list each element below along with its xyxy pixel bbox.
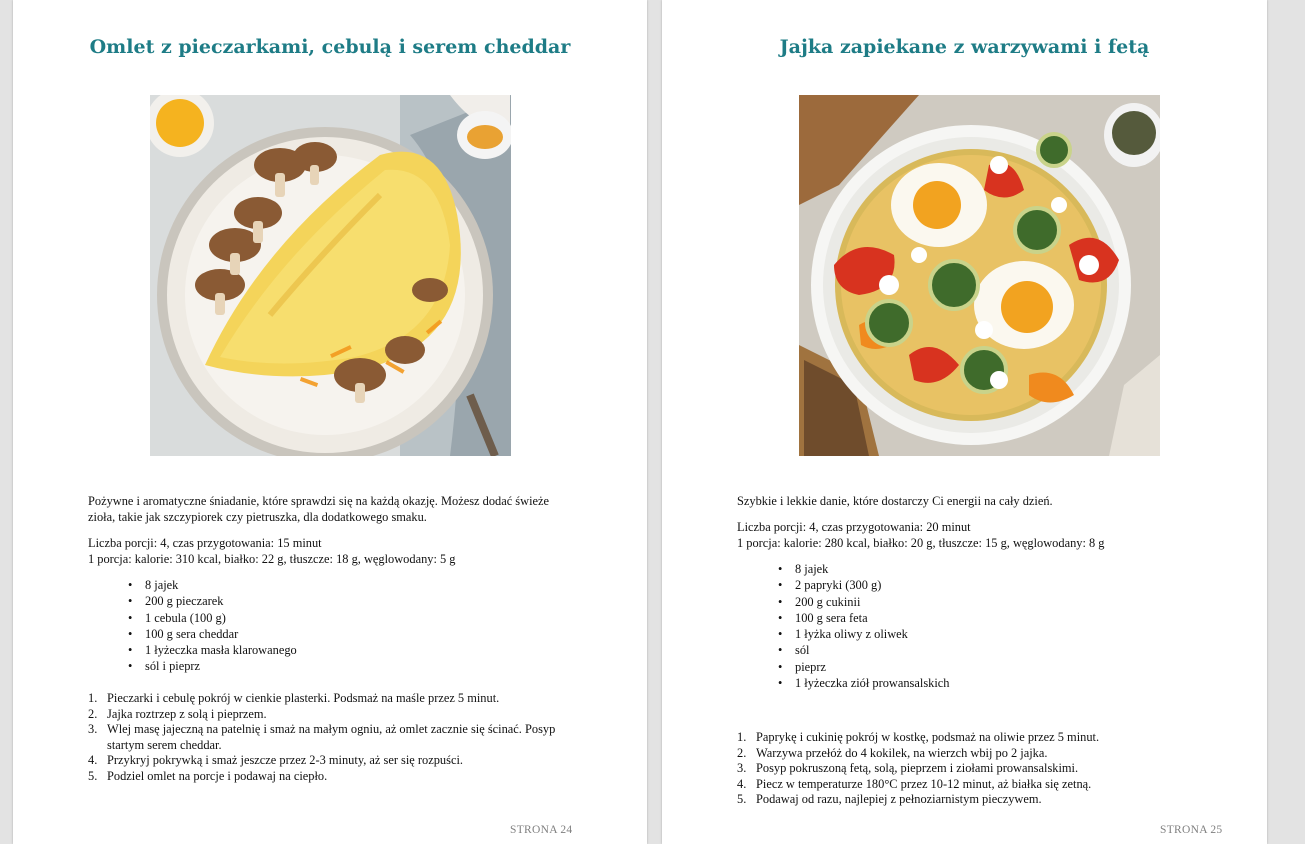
recipe-meta [88, 535, 578, 567]
step-item: 1. Paprykę i cukinię pokrój w kostkę, podsmaż na oliwie przez 5 minut. [737, 730, 1100, 744]
step-item: 5. Podawaj od razu, najlepiej z pełnoziarnistym pieczywem. [737, 792, 1042, 807]
omelet-photo [150, 95, 511, 456]
ingredient-item: • 8 jajek [145, 577, 297, 593]
ingredient-item: • pieprz [795, 659, 949, 675]
baked-eggs-photo [799, 95, 1160, 456]
step-item: 4. Piecz w temperaturze 180°C przez 10-12 minut, aż białka się zetną. [737, 776, 1092, 791]
page-number: STRONA 24 [510, 824, 573, 836]
ingredient-item: • 1 łyżeczka ziół prowansalskich [795, 675, 949, 691]
step-item: 3. Wlej masę jajeczną na patelnię i smaż na małym ogniu, aż omlet zacznie się ścinać. Posyp startym serem cheddar. [88, 722, 556, 752]
nutrition-text: 1 porcja: kalorie: 280 kcal, białko: 20 g, tłuszcze: 15 g, węglowodany: 8 g [737, 536, 1105, 550]
recipe-meta [737, 519, 1217, 551]
recipe-title: Jajka zapiekane z warzywami i fetą [779, 36, 1150, 58]
servings-text: Liczba porcji: 4, czas przygotowania: 20 minut [737, 520, 971, 534]
servings-text: Liczba porcji: 4, czas przygotowania: 15 minut [88, 536, 322, 550]
ingredient-item: • sól i pieprz [145, 658, 297, 674]
ingredient-item: • 1 łyżka oliwy z oliwek [795, 626, 949, 642]
ingredient-item: • sól [795, 642, 949, 658]
step-item: 5. Podziel omlet na porcje i podawaj na ciepło. [88, 768, 328, 783]
step-item: 2. Warzywa przełóż do 4 kokilek, na wierzch wbij po 2 jajka. [737, 745, 1048, 760]
ingredient-item: • 8 jajek [795, 561, 949, 577]
nutrition-text: 1 porcja: kalorie: 310 kcal, białko: 22 g, tłuszcze: 18 g, węglowodany: 5 g [88, 552, 456, 566]
ingredients-list [795, 561, 949, 691]
ingredient-item: • 1 cebula (100 g) [145, 610, 297, 626]
ingredient-item: • 1 łyżeczka masła klarowanego [145, 642, 297, 658]
ingredient-item: • 200 g pieczarek [145, 593, 297, 609]
step-item: 1. Pieczarki i cebulę pokrój w cienkie plasterki. Podsmaż na maśle przez 5 minut. [88, 691, 500, 705]
step-item: 2. Jajka roztrzep z solą i pieprzem. [88, 706, 267, 721]
ingredients-list [145, 577, 297, 675]
step-item: 4. Przykryj pokrywką i smaż jeszcze przez 2-3 minuty, aż ser się rozpuści. [88, 753, 463, 768]
page-number: STRONA 25 [1160, 824, 1223, 836]
step-item: 3. Posyp pokruszoną fetą, solą, pieprzem i ziołami prowansalskimi. [737, 761, 1079, 776]
page-24 [13, 0, 647, 844]
recipe-intro: Szybkie i lekkie danie, które dostarczy Ci energii na cały dzień. [737, 494, 1053, 508]
recipe-title: Omlet z pieczarkami, cebulą i serem cheddar [89, 36, 571, 58]
ingredient-item: • 200 g cukinii [795, 594, 949, 610]
ingredient-item: • 2 papryki (300 g) [795, 577, 949, 593]
ingredient-item: • 100 g sera cheddar [145, 626, 297, 642]
page-25 [662, 0, 1267, 844]
recipe-intro: Pożywne i aromatyczne śniadanie, które sprawdzi się na każdą okazję. Możesz dodać świeże zioła, takie jak szczypiorek czy pietruszka, dla dodatkowego smaku. [88, 494, 550, 524]
steps-list [737, 730, 1236, 808]
ingredient-item: • 100 g sera feta [795, 610, 949, 626]
steps-list [88, 691, 577, 785]
